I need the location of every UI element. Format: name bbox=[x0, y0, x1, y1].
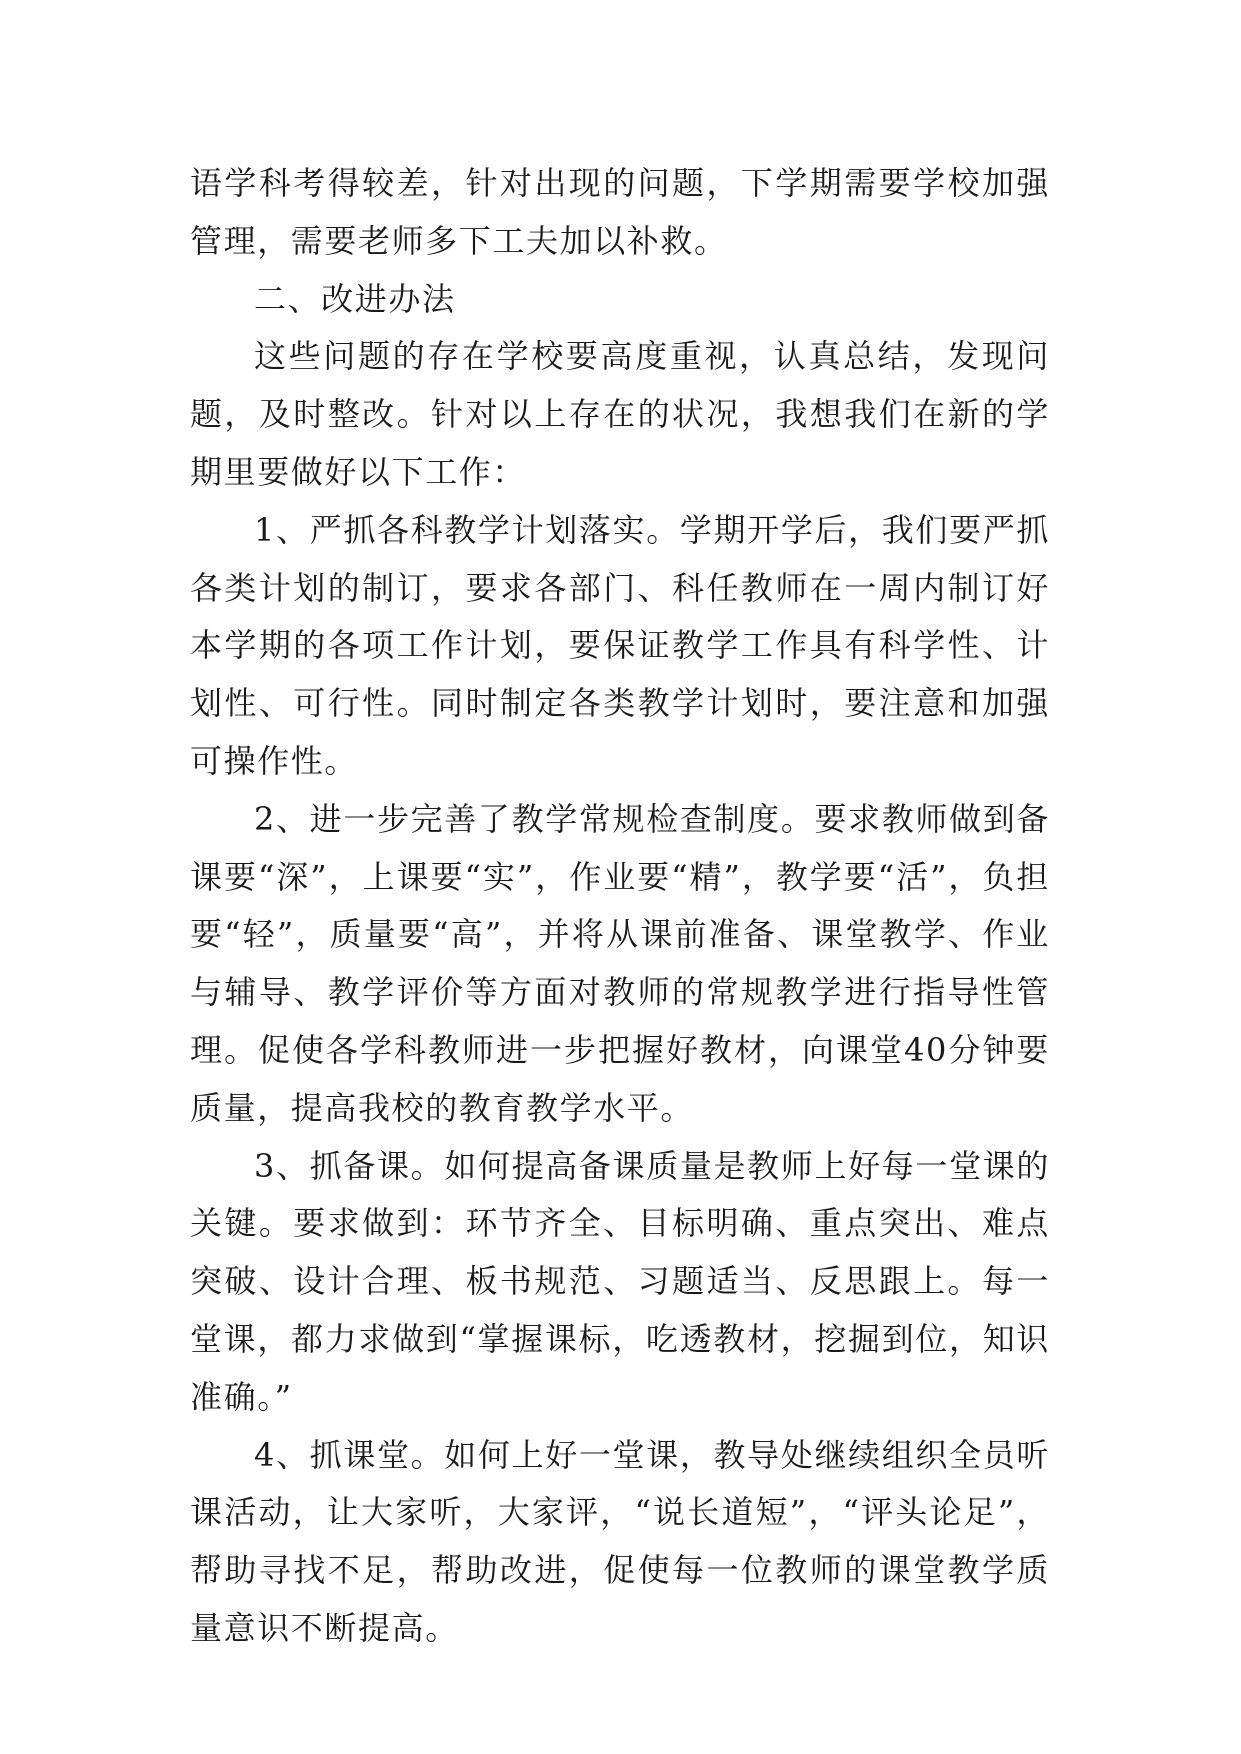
section-heading-improvement: 二、改进办法 bbox=[254, 279, 456, 318]
paragraph-item-1: 1、严抓各科教学计划落实。学期开学后，我们要严抓各类计划的制订，要求各部门、科任教师在一周内制订好本学期的各项工作计划，要保证教学工作具有科学性、计划性、可行性。同时制定各类教学计划时，要注意和加强可操作性。 bbox=[190, 510, 1050, 780]
paragraph-item-4: 4、抓课堂。如何上好一堂课，教导处继续组织全员听课活动，让大家听，大家评，“说长道短”，“评头论足”，帮助寻找不足，帮助改进，促使每一位教师的课堂教学质量意识不断提高。 bbox=[190, 1435, 1050, 1647]
paragraph-continuation: 语学科考得较差，针对出现的问题，下学期需要学校加强管理，需要老师多下工夫加以补救。 bbox=[190, 164, 1050, 260]
paragraph-item-2: 2、进一步完善了教学常规检查制度。要求教师做到备课要“深”，上课要“实”，作业要“精”，教学要“活”，负担要“轻”，质量要“高”，并将从课前准备、课堂教学、作业与辅导、教学评价等方面对教师的常规教学进行指导性管理。促使各学科教师进一步把握好教材，向课堂40分钟要质量，提高我校的教育教学水平。 bbox=[190, 799, 1050, 1127]
document-page bbox=[190, 155, 1050, 1658]
paragraph-intro: 这些问题的存在学校要高度重视，认真总结，发现问题，及时整改。针对以上存在的状况，我想我们在新的学期里要做好以下工作： bbox=[190, 337, 1050, 491]
paragraph-item-3: 3、抓备课。如何提高备课质量是教师上好每一堂课的关键。要求做到：环节齐全、目标明确、重点突出、难点突破、设计合理、板书规范、习题适当、反思跟上。每一堂课，都力求做到“掌握课标，吃透教材，挖掘到位，知识准确。” bbox=[190, 1146, 1050, 1416]
